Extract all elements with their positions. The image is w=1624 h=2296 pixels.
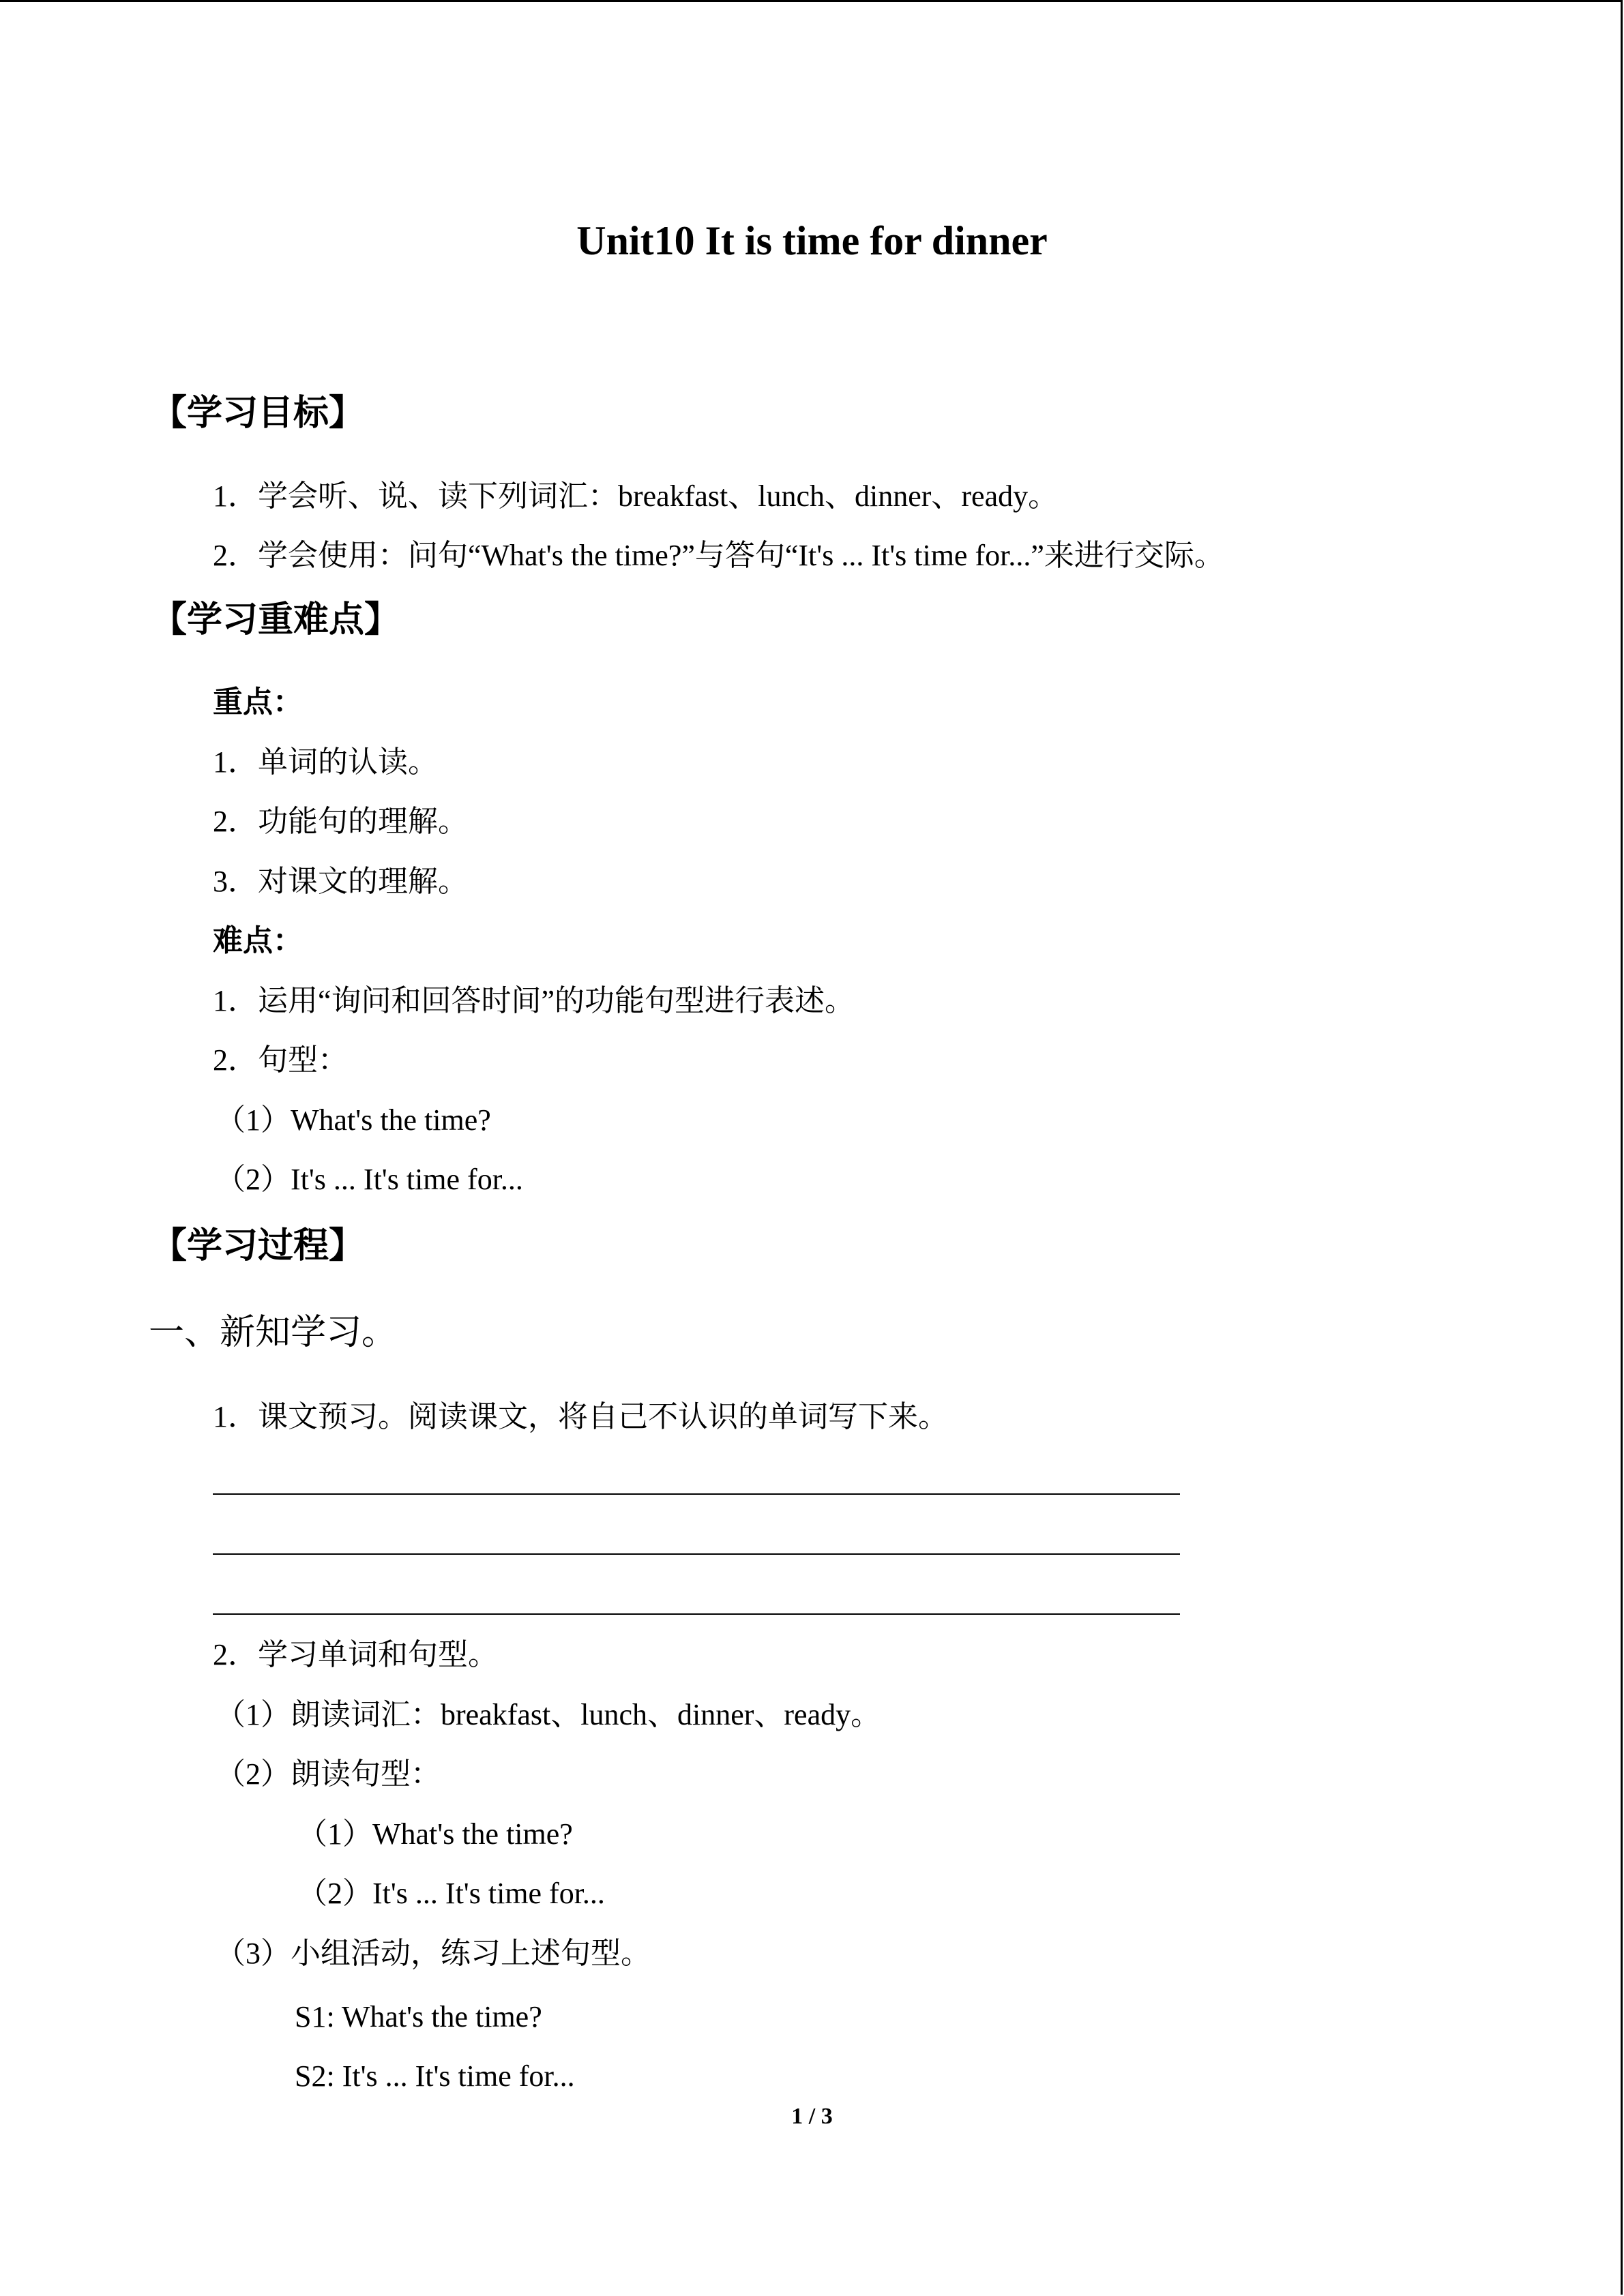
step-2-item-4: （2）It's ... It's time for... (297, 1877, 605, 1910)
dialogue-line-s2: S2: It's ... It's time for... (295, 2059, 575, 2093)
objective-item-2: 2．学会使用：问句“What's the time?”与答句“It's ... It's time for...”来进行交际。 (213, 539, 1224, 572)
step-2-item-5: （3）小组活动，练习上述句型。 (216, 1937, 651, 1970)
heading-objectives: 【学习目标】 (151, 394, 365, 433)
dialogue-line-s1: S1: What's the time? (295, 2000, 542, 2033)
heading-process: 【学习过程】 (151, 1227, 365, 1266)
difficulty-item-2: 2．句型： (213, 1043, 348, 1077)
focus-item-2: 2．功能句的理解。 (213, 805, 468, 838)
focus-item-1: 1．单词的认读。 (213, 745, 438, 779)
difficulty-label: 难点： (213, 924, 303, 957)
answer-blank-line-1 (213, 1493, 1180, 1495)
difficulty-item-4: （2）It's ... It's time for... (216, 1163, 523, 1196)
objective-item-1: 1．学会听、说、读下列词汇：breakfast、lunch、dinner、ready。 (213, 479, 1059, 513)
page-number: 1 / 3 (791, 2104, 833, 2129)
focus-item-3: 3．对课文的理解。 (213, 865, 468, 898)
answer-blank-line-2 (213, 1553, 1180, 1555)
document-title: Unit10 It is time for dinner (576, 218, 1048, 263)
difficulty-item-1: 1．运用“询问和回答时间”的功能句型进行表述。 (213, 984, 855, 1017)
step-1: 1．课文预习。阅读课文，将自己不认识的单词写下来。 (213, 1400, 948, 1433)
step-2-item-1: （1）朗读词汇：breakfast、lunch、dinner、ready。 (216, 1698, 881, 1731)
heading-key-points: 【学习重难点】 (151, 601, 400, 640)
part-one-heading: 一、新知学习。 (149, 1313, 398, 1352)
focus-label: 重点： (213, 685, 303, 719)
answer-blank-line-3 (213, 1613, 1180, 1615)
step-2: 2．学习单词和句型。 (213, 1638, 498, 1671)
step-2-item-2: （2）朗读句型： (216, 1757, 441, 1791)
step-2-item-3: （1）What's the time? (297, 1817, 573, 1851)
difficulty-item-3: （1）What's the time? (216, 1103, 491, 1137)
